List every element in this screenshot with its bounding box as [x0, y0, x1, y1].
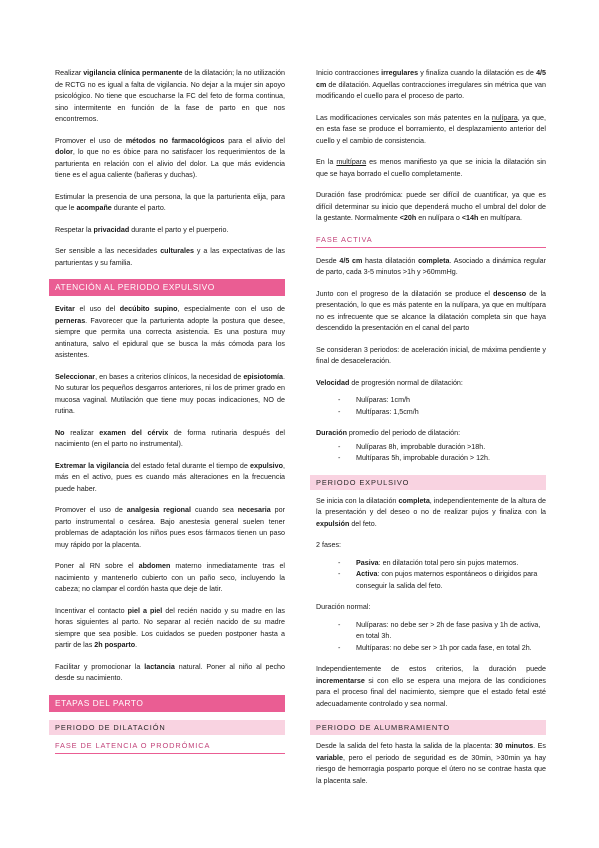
paragraph-abdomen: Poner al RN sobre el abdomen materno inmediatamente tras el nacimiento y mantenerlo cubierto con un paño seco, incluyendo la cabeza; no clampar el cordón hasta que deje de latir.: [55, 562, 285, 593]
paragraph-alumbramiento: Desde la salida del feto hasta la salida de la placenta: 30 minutos. Es variable, pero el periodo de seguridad es de 30min, >30min ya hay riesgo de hemorragia posparto porque el útero no se contrae hasta que la placenta sale.: [316, 742, 546, 785]
paragraph-fase-activa: Desde 4/5 cm hasta dilatación completa. Asociado a dinámica regular de parto, cada 3-5 minutos >1h y >60mmHg.: [316, 256, 547, 276]
right-column: [316, 68, 546, 797]
paragraph-decubito: Evitar el uso del decúbito supino, especialmente con el uso de perneras. Favorecer que la parturienta adopte la postura que desee, siempre que permita una correcta asistencia. Es una postura muy antinatura, salvo el epidural que se busca la más cómoda para los asistentes.: [55, 305, 286, 359]
paragraph-acompanante: Estimular la presencia de una persona, la que la parturienta elija, para que le acompañe durante el parto.: [55, 192, 285, 212]
paragraph-duracion: Duración promedio del periodo de dilatación:: [316, 429, 461, 437]
paragraph-piel-a-piel: Incentivar el contacto piel a piel del recién nacido y su madre en las horas siguientes al parto. No separar al recién nacido de su madre siempre que sea posible. Los cuidados se pueden postponer hasta a partir de las 2h posparto.: [55, 606, 285, 649]
left-column: [55, 68, 285, 762]
list-item: - Nulíparas 8h, improbable duración >18h.: [338, 442, 546, 454]
list-item: - Multíparas: 1,5cm/h: [338, 407, 546, 419]
subheading-latencia: FASE DE LATENCIA O PRODRÓMICA: [55, 741, 285, 754]
list-fases: [316, 558, 546, 593]
paragraph-periodos: Se consideran 3 periodos: de aceleración inicial, de máxima pendiente y final de desaceleración.: [316, 345, 546, 365]
list-duracion-normal: [316, 620, 546, 655]
paragraph-lactancia: Facilitar y promocionar la lactancia natural. Poner al niño al pecho desde su nacimiento.: [55, 662, 285, 682]
section-heading-etapas: ETAPAS DEL PARTO: [49, 695, 285, 712]
list-duracion: [316, 442, 546, 465]
list-item: - Multíparas: no debe ser > 1h por cada fase, en total 2h.: [338, 643, 546, 655]
paragraph-expulsivo-inicio: Se inicia con la dilatación completa, independientemente de la altura de la presentación y del deseo o no de realizar pujos y finaliza con la expulsión del feto.: [316, 496, 546, 528]
list-item: - Pasiva: en dilatación total pero sin pujos maternos.: [338, 558, 546, 570]
paragraph-incrementarse: Independientemente de estos criterios, la duración puede incrementarse si con ello se espera una mejora de las condiciones para el proceso final del nacimiento, siempre que el estado fetal esté adecuadamente controlado y sea normal.: [316, 665, 546, 708]
list-velocidad: [316, 395, 546, 418]
subheading-fase-activa: FASE ACTIVA: [316, 235, 546, 248]
paragraph-inicio-contracciones: Inicio contracciones irregulares y finaliza cuando la dilatación es de 4/5 cm de dilatación. Aquellas contracciones irregulares sin métrica que van modificando el cuello para el proceso de parto.: [316, 69, 546, 100]
list-item: - Nulíparas: no debe ser > 2h de fase pasiva y 1h de activa, en total 3h.: [338, 620, 546, 643]
paragraph-metodos-no-farmacologicos: Promover el uso de métodos no farmacológicos para el alivio del dolor, lo que no es óbice para no satisfacer los requerimientos de la parturienta en relación con el alivio del dolor. La que más evidencia tiene es el agua caliente (bañeras y duchas).: [55, 136, 285, 179]
list-item: - Nulíparas: 1cm/h: [338, 395, 546, 407]
subheading-dilatacion: PERIODO DE DILATACIÓN: [49, 720, 285, 735]
paragraph-duracion-prodromica: Duración fase prodrómica: puede ser difícil de cuantificar, ya que es difícil determinar su inicio que dependerá mucho el umbral del dolor de la gestante. Normalmente <20h en nulípara o <14h en multípara.: [316, 191, 546, 222]
paragraph-dos-fases: 2 fases:: [316, 541, 342, 549]
subheading-periodo-expulsivo: PERIODO EXPULSIVO: [310, 475, 546, 490]
subheading-alumbramiento: PERIODO DE ALUMBRAMIENTO: [310, 720, 546, 735]
paragraph-episiotomia: Seleccionar, en bases a criterios clínicos, la necesidad de episiotomía. No suturar los pequeños desgarros anteriores, ni los de primer grado en mucosa vaginal. Mutilación que tiene muy pocas indicaciones, NO de rutina.: [55, 372, 285, 415]
paragraph-culturales: Ser sensible a las necesidades culturales y a las expectativas de las parturientas y su familia.: [55, 247, 285, 267]
paragraph-cervix: No realizar examen del cérvix de forma rutinaria después del nacimiento (en el parto no instrumental).: [55, 428, 285, 448]
list-item: - Multíparas 5h, improbable duración > 12h.: [338, 453, 546, 465]
paragraph-duracion-normal: Duración normal:: [316, 603, 371, 611]
paragraph-nulipara: Las modificaciones cervicales son más patentes en la nulípara, ya que, en esta fase se produce el borramiento, el desplazamiento anterior del cuello y el cambio de consistencia.: [316, 113, 546, 145]
paragraph-descenso: Junto con el progreso de la dilatación se produce el descenso de la presentación, lo que es más patente en la nulípara, ya que en multípara no es infrecuente que se alcance la dilatación completa sin que haya descendido la presentación en el canal del parto: [316, 289, 546, 332]
paragraph-analgesia: Promover el uso de analgesia regional cuando sea necesaria por parto instrumental o cesárea. Bajo anestesia general suelen tener problemas de adaptación los niños pues esos fármacos tienen un paso muy rápido por la placenta.: [55, 506, 285, 549]
paragraph-vigilancia: Realizar vigilancia clínica permanente de la dilatación; la no utilización de RCTG no es igual a falta de vigilancia. No dejar a la mujer sin apoyo psicológico. No tiene que escucharse la FC del feto de forma continua, sino intermitente en función de la fase de parto en que nos encontremos.: [55, 69, 285, 123]
paragraph-velocidad: Velocidad de progresión normal de dilatación:: [316, 378, 463, 387]
paragraph-vigilancia-fetal: Extremar la vigilancia del estado fetal durante el tiempo de expulsivo, más en el activo, pues es cuando más alteraciones en la frecuencia puede haber.: [55, 461, 285, 493]
paragraph-multipara: En la multípara es menos manifiesto ya que se inicia la dilatación sin que se haya borrado el cuello completamente.: [316, 158, 546, 178]
list-item: - Activa: con pujos maternos espontáneos o dirigidos para conseguir la salida del feto.: [338, 569, 546, 592]
paragraph-privacidad: Respetar la privacidad durante el parto y el puerperio.: [55, 225, 229, 234]
section-heading-atencion-expulsivo: ATENCIÓN AL PERIODO EXPULSIVO: [49, 279, 285, 296]
